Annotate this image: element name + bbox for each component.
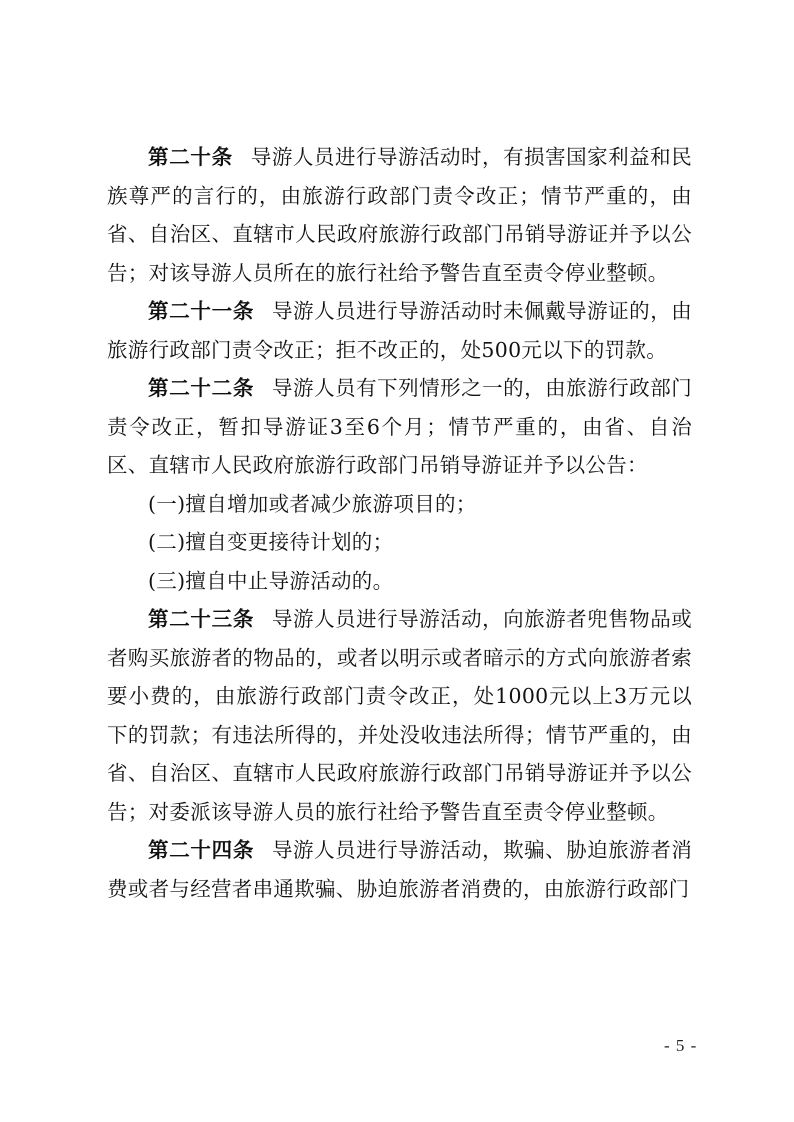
article-text: 导游人员有下列情形之一的，由旅游行政部门责令改正，暂扣导游证3至6个月；情节严重的，由省、自治区、直辖市人民政府旅游行政部门吊销导游证并予以公告： (107, 376, 693, 477)
article-24 (107, 831, 692, 908)
article-22-item-2: (二)擅自变更接待计划的； (148, 530, 394, 554)
article-number: 第二十一条 (148, 299, 255, 323)
article-number: 第二十三条 (148, 607, 255, 631)
page-number: - 5 - (664, 1036, 698, 1055)
article-number: 第二十条 (148, 145, 233, 169)
article-23 (107, 600, 692, 831)
article-22-item-1: (一)擅自增加或者减少旅游项目的； (148, 491, 477, 516)
article-number: 第二十二条 (148, 376, 255, 400)
document-body (107, 138, 692, 908)
article-text: 导游人员进行导游活动，欺骗、胁迫旅游者消费或者与经营者串通欺骗、胁迫旅游者消费的，由旅游行政部门 (107, 838, 693, 901)
article-text: 导游人员进行导游活动时未佩戴导游证的，由旅游行政部门责令改正；拒不改正的，处500元以下的罚款。 (107, 299, 693, 362)
article-text: 导游人员进行导游活动，向旅游者兜售物品或者购买旅游者的物品的，或者以明示或者暗示的方式向旅游者索要小费的，由旅游行政部门责令改正，处1000元以上3万元以下的罚款；有违法所得的，并处没收违法所得；情节严重的，由省、自治区、直辖市人民政府旅游行政部门吊销导游证并予以公告；对委派该导游人员的旅行社给予警告直至责令停业整顿。 (107, 607, 693, 824)
article-22-item-3: (三)擅自中止导游活动的。 (148, 568, 394, 593)
article-22 (107, 369, 692, 485)
article-text: 导游人员进行导游活动时，有损害国家利益和民族尊严的言行的，由旅游行政部门责令改正；情节严重的，由省、自治区、直辖市人民政府旅游行政部门吊销导游证并予以公告；对该导游人员所在的旅行社给予警告直至责令停业整顿。 (107, 145, 692, 285)
article-number: 第二十四条 (148, 838, 255, 862)
article-20 (107, 138, 692, 292)
article-21 (107, 292, 692, 369)
